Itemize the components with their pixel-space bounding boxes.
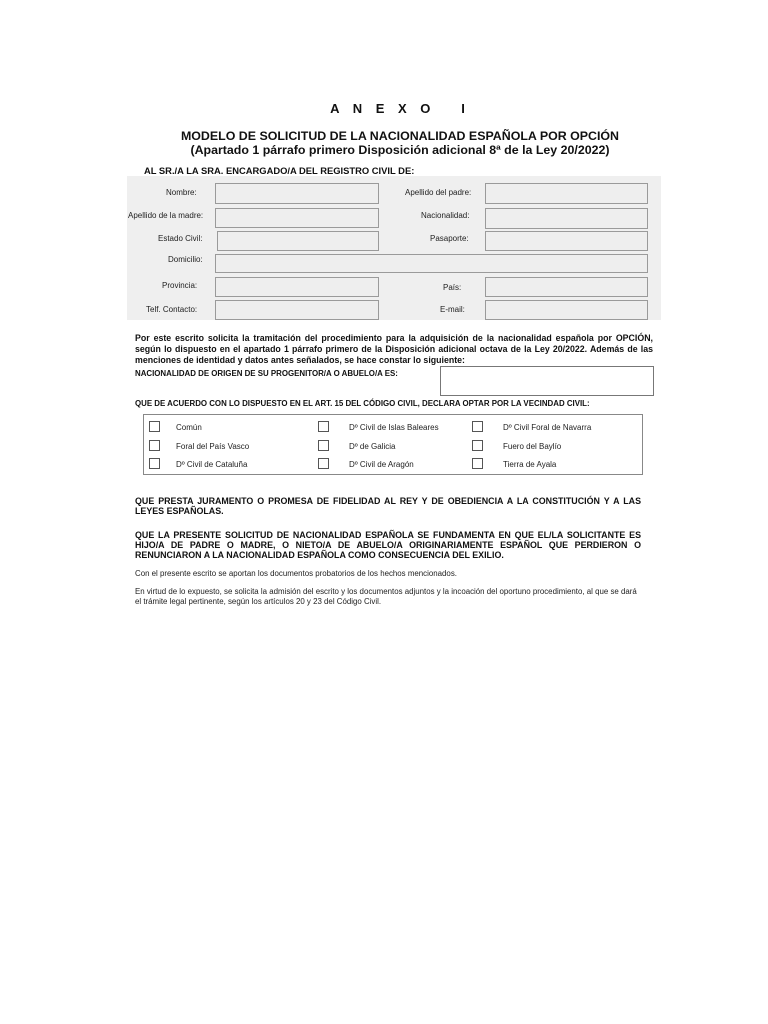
nacionalidad-field[interactable] xyxy=(485,208,648,229)
domicilio-label: Domicilio: xyxy=(168,255,203,264)
annex-title: A N E X O I xyxy=(330,101,470,116)
nombre-field[interactable] xyxy=(215,183,379,204)
nombre-label: Nombre: xyxy=(166,188,197,197)
origin-nationality-label: NACIONALIDAD DE ORIGEN DE SU PROGENITOR/A O ABUELO/A ES: xyxy=(135,369,398,378)
pasaporte-label: Pasaporte: xyxy=(430,234,469,243)
option-aragon-label: Dº Civil de Aragón xyxy=(349,460,414,469)
checkbox-baylio[interactable] xyxy=(472,440,483,451)
nacionalidad-label: Nacionalidad: xyxy=(421,211,470,220)
apellido-madre-field[interactable] xyxy=(215,208,379,228)
addressee-line: AL SR./A LA SRA. ENCARGADO/A DEL REGISTRO CIVIL DE: xyxy=(144,165,415,176)
title-line-1: MODELO DE SOLICITUD DE LA NACIONALIDAD ESPAÑOLA POR OPCIÓN xyxy=(180,129,620,143)
option-islas-baleares-label: Dº Civil de Islas Baleares xyxy=(349,423,439,432)
checkbox-foral-pais-vasco[interactable] xyxy=(149,440,160,451)
checkbox-islas-baleares[interactable] xyxy=(318,421,329,432)
checkbox-navarra[interactable] xyxy=(472,421,483,432)
pasaporte-field[interactable] xyxy=(485,231,648,251)
option-cataluna-label: Dº Civil de Cataluña xyxy=(176,460,248,469)
checkbox-cataluna[interactable] xyxy=(149,458,160,469)
title-line-2: (Apartado 1 párrafo primero Disposición adicional 8ª de la Ley 20/2022) xyxy=(190,143,610,157)
vecindad-civil-label: QUE DE ACUERDO CON LO DISPUESTO EN EL ART. 15 DEL CÓDIGO CIVIL, DECLARA OPTAR POR LA VECINDAD CIVIL: xyxy=(135,399,590,408)
domicilio-field[interactable] xyxy=(215,254,648,273)
option-galicia-label: Dº de Galicia xyxy=(349,442,396,451)
option-foral-pais-vasco-label: Foral del País Vasco xyxy=(176,442,250,451)
checkbox-ayala[interactable] xyxy=(472,458,483,469)
option-ayala-label: Tierra de Ayala xyxy=(503,460,557,469)
origin-nationality-field[interactable] xyxy=(440,366,654,396)
checkbox-galicia[interactable] xyxy=(318,440,329,451)
apellido-padre-field[interactable] xyxy=(485,183,648,204)
pais-label: País: xyxy=(443,283,462,292)
option-baylio-label: Fuero del Baylío xyxy=(503,442,562,451)
email-label: E-mail: xyxy=(440,305,465,314)
checkbox-aragon[interactable] xyxy=(318,458,329,469)
checkbox-comun[interactable] xyxy=(149,421,160,432)
apellido-padre-label: Apellido del padre: xyxy=(405,188,472,197)
documents-note: Con el presente escrito se aportan los documentos probatorios de los hechos mencionados. xyxy=(135,569,457,578)
telefono-field[interactable] xyxy=(215,300,379,320)
provincia-field[interactable] xyxy=(215,277,379,297)
email-field[interactable] xyxy=(485,300,648,320)
estado-civil-label: Estado Civil: xyxy=(158,234,203,243)
document-title xyxy=(0,129,768,157)
telefono-label: Telf. Contacto: xyxy=(146,305,198,314)
option-comun-label: Común xyxy=(176,423,202,432)
pais-field[interactable] xyxy=(485,277,648,297)
provincia-label: Provincia: xyxy=(162,281,198,290)
apellido-madre-label: Apellido de la madre: xyxy=(128,211,204,220)
estado-civil-field[interactable] xyxy=(217,231,379,251)
basis-statement: QUE LA PRESENTE SOLICITUD DE NACIONALIDAD ESPAÑOLA SE FUNDAMENTA EN QUE EL/LA SOLICITANTE ES HIJO/A DE PADRE O MADRE, O NIETO/A DE ABUELO/A ORIGINARIAMENTE ESPAÑOL QUE PERDIERON O RENUNCIARON A LA NACIONALIDAD ESPAÑOLA COMO CONSECUENCIA DEL EXILIO. xyxy=(135,530,641,561)
oath-statement: QUE PRESTA JURAMENTO O PROMESA DE FIDELIDAD AL REY Y DE OBEDIENCIA A LA CONSTITUCIÓN Y A LAS LEYES ESPAÑOLAS. xyxy=(135,496,641,517)
intro-paragraph: Por este escrito solicita la tramitación del procedimiento para la adquisición de la nacionalidad española por OPCIÓN, según lo dispuesto en el apartado 1 párrafo primero de la Disposición adicional octava de la Ley 20/2022. Además de las menciones de identidad y datos antes señalados, se hace constar lo siguiente: xyxy=(135,333,653,365)
closing-paragraph: En virtud de lo expuesto, se solicita la admisión del escrito y los documentos adjuntos y la incoación del oportuno procedimiento, al que se dará el trámite legal pertinente, según los artículos 20 y 23 del Código Civil. xyxy=(135,587,637,606)
option-navarra-label: Dº Civil Foral de Navarra xyxy=(503,423,592,432)
